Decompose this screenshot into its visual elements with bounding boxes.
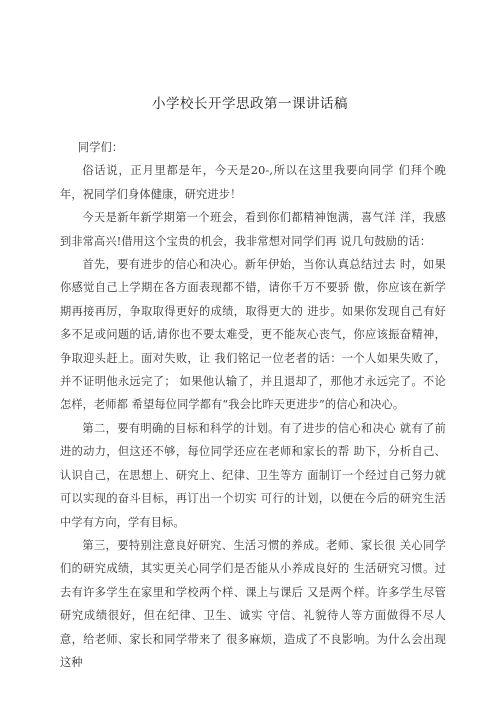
paragraph-point-one: 首先，要有进步的信心和决心。新年伊始，当你认真总结过去 时，如果你感觉自己上学期在各方面表现都不错，请你千万不要骄 傲，你应该在新学期再接再厉，争取取得更好的成绩，取得更大的 进步。如果你发现自己有好多不足或问题的话,请你也不要太难受，更不能灰心丧气，你应该振奋精神，争取迎头赶上。面对失败，让 我们铭记一位老者的话：一个人如果失败了，并不证明他永远完了； 如果他认输了，并且退却了，那他才永远完了。不论怎样，老师都 希望每位同学都有“我会比昨天更进步”的信心和决心。 [60, 258, 446, 412]
paragraph-point-three: 第三，要特别注意良好研究、生活习惯的养成。老师、家长很 关心同学们的研究成绩，其实更关心同学们是否能从小养成良好的 生活研究习惯。过去有许多学生在家里和学校两个样、课上与课后 又是两个样。许多学生尽管研究成绩很好，但在纪律、卫生、诚实 守信、礼貌待人等方面做得不尽人意，给老师、家长和同学带来了 很多麻烦，造成了不良影响。为什么会出现这种 [60, 538, 446, 669]
paragraph-greeting: 同学们： [77, 141, 124, 154]
paragraph-introduction: 今天是新年新学期第一个班会，看到你们都精神饱满，喜气洋 洋，我感到非常高兴!借用这个宝贵的机会，我非常想对同学们再 说几句鼓励的话： [60, 211, 446, 248]
document-title: 小学校长开学思政第一课讲话稿 [152, 96, 348, 112]
paragraph-new-year-wishes: 俗话说，正月里都是年，今天是20-,所以在这里我要向同学 们拜个晚年，祝同学们身体健康，研究进步！ [60, 164, 446, 201]
document-body [60, 136, 446, 674]
paragraph-point-two: 第二，要有明确的目标和科学的计划。有了进步的信心和决心 就有了前进的动力，但这还不够，每位同学还应在老师和家长的帮 助下，分析自己、认识自己，在思想上、研究上、纪律、卫生等方 面制订一个经过自己努力就可以实现的奋斗目标，再订出一个切实 可行的计划，以便在今后的研究生活中学有方向，学有目标。 [60, 421, 446, 529]
